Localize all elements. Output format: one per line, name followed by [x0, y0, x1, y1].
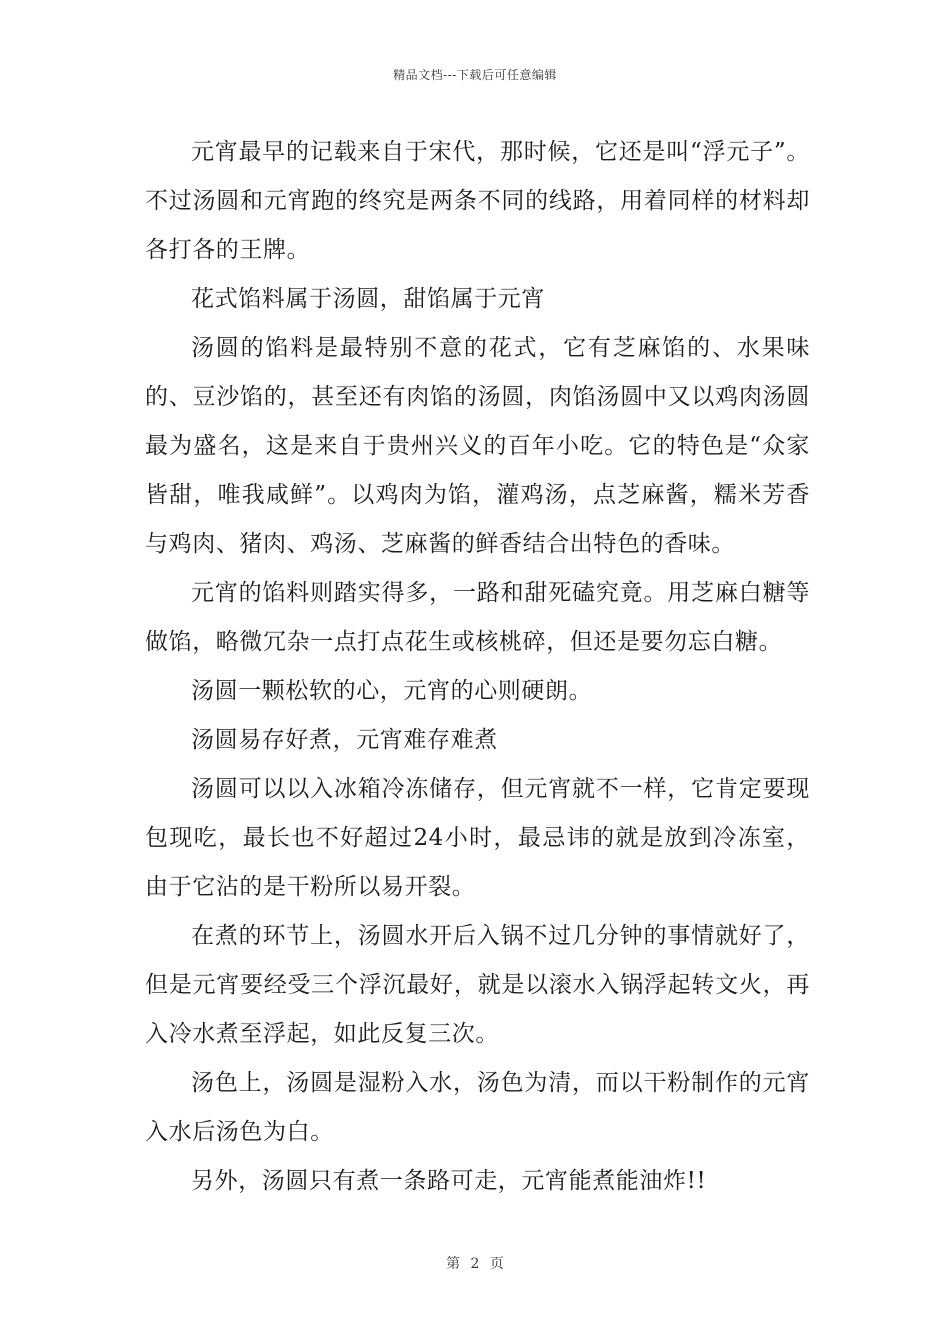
page-number: 2 [470, 1256, 480, 1272]
footer-prefix: 第 [446, 1256, 461, 1272]
paragraph-storage: 汤圆可以以入冰箱冷冻储存，但元宵就不一样，它肯定要现包现吃，最长也不好超过24小时，最忌讳的就是放到冷冻室，由于它沾的是干粉所以易开裂。 [145, 776, 810, 900]
paragraph-tangyuan-fillings: 汤圆的馅料是最特别不意的花式，它有芝麻馅的、水果味的、豆沙馅的，甚至还有肉馅的汤圆，肉馅汤圆中又以鸡肉汤圆最为盛名，这是来自于贵州兴义的百年小吃。它的特色是“众家皆甜，唯我咸鲜”。以鸡肉为馅，灌鸡汤，点芝麻酱，糯米芳香与鸡肉、猪肉、鸡汤、芝麻酱的鲜香结合出特色的香味。 [145, 335, 810, 557]
paragraph-origin: 元宵最早的记载来自于宋代，那时候，它还是叫“浮元子”。不过汤圆和元宵跑的终究是两条不同的线路，用着同样的材料却各打各的王牌。 [145, 139, 810, 263]
page-footer [0, 1253, 950, 1273]
paragraph-cooking: 在煮的环节上，汤圆水开后入锅不过几分钟的事情就好了，但是元宵要经受三个浮沉最好，就是以滚水入锅浮起转文火，再入冷水煮至浮起，如此反复三次。 [145, 923, 810, 1047]
paragraph-yuanxiao-fillings: 元宵的馅料则踏实得多，一路和甜死磕究竟。用芝麻白糖等做馅，略微冗杂一点打点花生或核桃碎，但还是要勿忘白糖。 [145, 580, 810, 655]
document-body [145, 128, 810, 1206]
paragraph-heart-comparison: 汤圆一颗松软的心，元宵的心则硬朗。 [191, 678, 593, 704]
page-header: 精品文档---下载后可任意编辑 [393, 68, 557, 82]
footer-suffix: 页 [489, 1256, 504, 1272]
paragraph-frying: 另外，汤圆只有煮一条路可走，元宵能煮能油炸!! [191, 1168, 707, 1194]
section-heading-fillings: 花式馅料属于汤圆，甜馅属于元宵 [191, 286, 545, 312]
paragraph-soup-color: 汤色上，汤圆是湿粉入水，汤色为清，而以干粉制作的元宵入水后汤色为白。 [145, 1070, 810, 1145]
section-heading-storage: 汤圆易存好煮，元宵难存难煮 [191, 727, 498, 753]
